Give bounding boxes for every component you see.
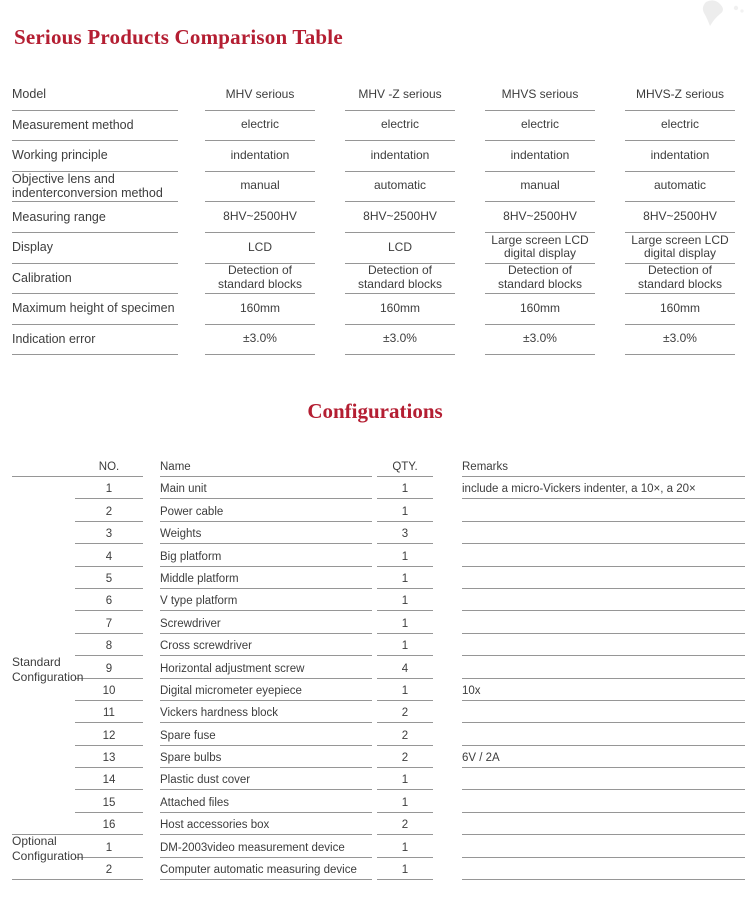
config-no: 16 (75, 819, 143, 835)
config-remarks: 10x (462, 685, 745, 701)
config-name: Horizontal adjustment screw (160, 663, 372, 679)
config-remarks (462, 630, 745, 634)
config-remarks (462, 585, 745, 589)
indication-error-col-4: ±3.0% (625, 325, 735, 356)
config-name: Digital micrometer eyepiece (160, 685, 372, 701)
calibration-col-4: Detection of standard blocks (625, 264, 735, 295)
configurations-title: Configurations (307, 399, 443, 423)
calibration-col-2: Detection of standard blocks (345, 264, 455, 295)
config-row-v-type-platform (12, 589, 745, 611)
config-row-big-platform (12, 544, 745, 566)
group-label-standard-configuration: Standard Configuration (12, 655, 84, 684)
config-qty: 3 (377, 528, 433, 544)
indication-error-col-3: ±3.0% (485, 325, 595, 356)
model-col-1: MHV serious (205, 80, 315, 111)
config-name: DM-2003video measurement device (160, 842, 372, 858)
config-header-qty: QTY. (377, 461, 433, 477)
display-col-2: LCD (345, 233, 455, 264)
config-no: 12 (75, 730, 143, 746)
config-qty: 1 (377, 685, 433, 701)
config-name: Screwdriver (160, 618, 372, 634)
model-col-4: MHVS-Z serious (625, 80, 735, 111)
measuring-range-col-4: 8HV~2500HV (625, 202, 735, 233)
config-row-plastic-dust-cover (12, 768, 745, 790)
working-principle-col-1: indentation (205, 141, 315, 172)
config-name: Weights (160, 528, 372, 544)
config-qty: 1 (377, 842, 433, 858)
config-qty: 1 (377, 774, 433, 790)
config-qty: 1 (377, 640, 433, 656)
maximum-height-col-1: 160mm (205, 294, 315, 325)
display-col-4: Large screen LCD digital display (625, 233, 735, 264)
measuring-range-col-2: 8HV~2500HV (345, 202, 455, 233)
measurement-method-col-3: electric (485, 111, 595, 142)
config-name: Host accessories box (160, 819, 372, 835)
config-row-dm2003-video-measurement-device (12, 835, 745, 857)
working-principle-col-4: indentation (625, 141, 735, 172)
config-name: Vickers hardness block (160, 707, 372, 723)
config-header-group-spacer (12, 473, 75, 477)
config-no: 7 (75, 618, 143, 634)
config-row-digital-micrometer-eyepiece (12, 679, 745, 701)
config-header-remarks: Remarks (462, 461, 745, 477)
config-no: 13 (75, 752, 143, 768)
config-no: 11 (75, 707, 143, 723)
config-qty: 2 (377, 707, 433, 723)
corner-smudge-decoration (678, 0, 748, 34)
config-no: 1 (75, 483, 143, 499)
measuring-range-col-1: 8HV~2500HV (205, 202, 315, 233)
row-label-calibration: Calibration (12, 264, 178, 295)
config-no: 1 (75, 842, 143, 858)
calibration-col-1: Detection of standard blocks (205, 264, 315, 295)
config-name: Main unit (160, 483, 372, 499)
config-row-spare-bulbs (12, 746, 745, 768)
objective-lens-col-3: manual (485, 172, 595, 203)
config-row-power-cable (12, 499, 745, 521)
config-remarks: include a micro-Vickers indenter, a 10×, a 20× (462, 483, 745, 499)
config-name: Plastic dust cover (160, 774, 372, 790)
config-remarks (462, 652, 745, 656)
measurement-method-col-4: electric (625, 111, 735, 142)
config-no: 10 (75, 685, 143, 701)
config-row-screwdriver (12, 611, 745, 633)
config-remarks (462, 719, 745, 723)
measurement-method-col-1: electric (205, 111, 315, 142)
config-qty: 2 (377, 819, 433, 835)
measurement-method-col-2: electric (345, 111, 455, 142)
config-qty: 1 (377, 506, 433, 522)
optional-group-bottom-line (12, 876, 75, 880)
config-remarks (462, 540, 745, 544)
config-name: Spare fuse (160, 730, 372, 746)
row-label-maximum-height: Maximum height of specimen (12, 294, 178, 325)
config-no: 4 (75, 551, 143, 567)
config-row-spare-fuse (12, 723, 745, 745)
config-qty: 1 (377, 864, 433, 880)
row-label-display: Display (12, 233, 178, 264)
measuring-range-col-3: 8HV~2500HV (485, 202, 595, 233)
row-label-objective-lens: Objective lens and indenterconversion method (12, 172, 178, 203)
config-no: 2 (75, 506, 143, 522)
config-row-cross-screwdriver (12, 634, 745, 656)
config-name: Cross screwdriver (160, 640, 372, 656)
config-no: 6 (75, 595, 143, 611)
config-row-computer-automatic-measuring-device (12, 858, 745, 880)
config-remarks: 6V / 2A (462, 752, 745, 768)
config-name: Spare bulbs (160, 752, 372, 768)
config-row-middle-platform (12, 567, 745, 589)
config-name: Attached files (160, 797, 372, 813)
working-principle-col-3: indentation (485, 141, 595, 172)
config-row-host-accessories-box (12, 813, 745, 835)
config-remarks (462, 809, 745, 813)
config-name: V type platform (160, 595, 372, 611)
config-qty: 4 (377, 663, 433, 679)
config-no: 14 (75, 774, 143, 790)
config-name: Computer automatic measuring device (160, 864, 372, 880)
row-label-indication-error: Indication error (12, 325, 178, 356)
config-row-attached-files (12, 790, 745, 812)
objective-lens-col-2: automatic (345, 172, 455, 203)
row-label-working-principle: Working principle (12, 141, 178, 172)
config-no: 2 (75, 864, 143, 880)
row-label-measurement-method: Measurement method (12, 111, 178, 142)
maximum-height-col-2: 160mm (345, 294, 455, 325)
config-header-no: NO. (75, 461, 143, 477)
config-header-row (12, 455, 745, 477)
objective-lens-col-4: automatic (625, 172, 735, 203)
model-col-3: MHVS serious (485, 80, 595, 111)
config-qty: 1 (377, 618, 433, 634)
comparison-table-title: Serious Products Comparison Table (14, 25, 343, 49)
config-no: 3 (75, 528, 143, 544)
indication-error-col-1: ±3.0% (205, 325, 315, 356)
config-row-weights (12, 522, 745, 544)
config-qty: 1 (377, 551, 433, 567)
maximum-height-col-4: 160mm (625, 294, 735, 325)
config-qty: 1 (377, 595, 433, 611)
objective-lens-col-1: manual (205, 172, 315, 203)
config-remarks (462, 518, 745, 522)
maximum-height-col-3: 160mm (485, 294, 595, 325)
config-remarks (462, 831, 745, 835)
config-header-name: Name (160, 461, 372, 477)
config-remarks (462, 786, 745, 790)
config-row-horizontal-adjustment-screw (12, 656, 745, 678)
working-principle-col-2: indentation (345, 141, 455, 172)
configurations-table (12, 455, 745, 880)
config-no: 5 (75, 573, 143, 589)
config-remarks (462, 675, 745, 679)
row-label-measuring-range: Measuring range (12, 202, 178, 233)
display-col-3: Large screen LCD digital display (485, 233, 595, 264)
config-qty: 1 (377, 797, 433, 813)
config-remarks (462, 854, 745, 858)
model-col-2: MHV -Z serious (345, 80, 455, 111)
config-no: 9 (75, 663, 143, 679)
config-qty: 2 (377, 752, 433, 768)
indication-error-col-2: ±3.0% (345, 325, 455, 356)
config-no: 8 (75, 640, 143, 656)
config-remarks (462, 607, 745, 611)
config-name: Power cable (160, 506, 372, 522)
calibration-col-3: Detection of standard blocks (485, 264, 595, 295)
config-qty: 1 (377, 573, 433, 589)
group-label-optional-configuration: Optional Configuration (12, 834, 84, 863)
products-comparison-table (12, 80, 750, 355)
row-label-model: Model (12, 80, 178, 111)
config-no: 15 (75, 797, 143, 813)
config-remarks (462, 563, 745, 567)
config-remarks (462, 742, 745, 746)
config-qty: 1 (377, 483, 433, 499)
config-remarks (462, 876, 745, 880)
config-name: Middle platform (160, 573, 372, 589)
config-name: Big platform (160, 551, 372, 567)
config-row-main-unit (12, 477, 745, 499)
config-qty: 2 (377, 730, 433, 746)
config-row-vickers-hardness-block (12, 701, 745, 723)
display-col-1: LCD (205, 233, 315, 264)
